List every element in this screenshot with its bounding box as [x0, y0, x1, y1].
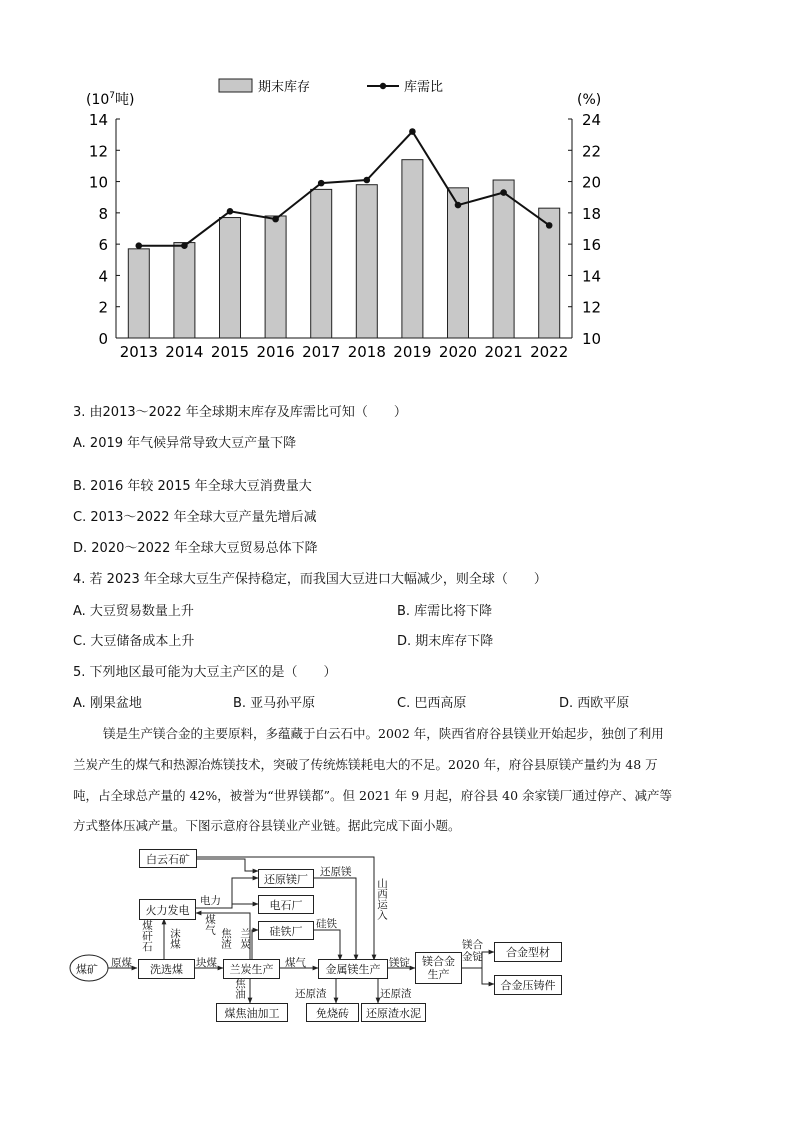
x-tick-label: 2013 — [119, 343, 158, 361]
y-left-tick-label: 14 — [88, 111, 108, 129]
tar-processing-box: 煤焦油加工 — [216, 1003, 288, 1022]
y-left-tick-label: 10 — [88, 173, 108, 192]
unfired-brick-box: 免烧砖 — [306, 1003, 359, 1022]
label-slack-coal: 沫煤 — [169, 928, 181, 949]
y-left-tick-label: 2 — [98, 298, 108, 317]
x-tick-label: 2020 — [438, 343, 478, 361]
passage-line-2: 兰炭产生的煤气和热源冶炼镁技术，突破了传统炼镁耗电大的不足。2020 年，府谷县原镁产量约为 48 万 — [73, 757, 658, 772]
y-right-tick-label: 24 — [582, 111, 602, 129]
y-right-tick-label: 22 — [582, 142, 602, 161]
label-tar: 焦油 — [234, 978, 246, 999]
q3-option-d: D. 2020～2022 年全球大豆贸易总体下降 — [73, 541, 318, 556]
x-tick-label: 2016 — [256, 343, 295, 361]
y-right-tick-label: 14 — [582, 267, 602, 286]
thermal-power-box: 火力发电 — [139, 899, 196, 920]
q5-option-b: B. 亚马孙平原 — [233, 696, 316, 711]
ferrosilicon-plant-box: 硅铁厂 — [258, 921, 314, 940]
coal-washing-box: 洗选煤 — [138, 959, 195, 979]
q4-option-b: B. 库需比将下降 — [397, 604, 493, 619]
y-left-tick-label: 8 — [98, 204, 108, 223]
label-ferrosilicon: 硅铁 — [316, 918, 337, 930]
q3-stem: 3. 由2013～2022 年全球期末库存及库需比可知（ ） — [73, 405, 407, 420]
label-gangue: 煤矸石 — [141, 920, 153, 952]
semi-coke-box: 兰炭生产 — [223, 959, 280, 979]
q3-option-a: A. 2019 年气候异常导致大豆产量下降 — [73, 436, 297, 451]
x-tick-label: 2018 — [347, 343, 386, 361]
mg-alloy-box — [415, 952, 462, 984]
label-mg-ingot: 镁锭 — [389, 957, 410, 969]
passage-line-3: 吨，占全球总产量的 42%，被誉为“世界镁都”。但 2021 年 9 月起，府谷县 40 余家镁厂通过停产、减产等 — [73, 788, 673, 803]
x-tick-label: 2015 — [210, 343, 250, 361]
label-coke-slag: 焦渣 — [220, 928, 232, 949]
x-tick-label: 2014 — [165, 343, 204, 361]
y-right-tick-label: 20 — [582, 173, 602, 192]
y-left-tick-label: 0 — [98, 330, 108, 348]
y-left-tick-label: 4 — [98, 267, 108, 286]
dolomite-box: 白云石矿 — [139, 849, 197, 868]
label-raw-coal: 原煤 — [111, 957, 132, 969]
passage-line-4: 方式整体压减产量。下图示意府谷县镁业产业链。据此完成下面小题。 — [73, 818, 461, 833]
label-reduced-mg: 还原镁 — [320, 866, 352, 878]
label-mg-alloy-ingot: 镁合金锭 — [462, 939, 483, 963]
y-right-tick-label: 18 — [582, 204, 602, 223]
x-tick-label: 2021 — [484, 343, 523, 361]
q4-option-c: C. 大豆储备成本上升 — [73, 634, 195, 649]
label-semi-coke: 兰炭 — [239, 928, 251, 949]
label-lump-coal: 块煤 — [196, 957, 217, 969]
label-slag-1: 还原渣 — [295, 988, 327, 1000]
alloy-casting-box: 合金压铸件 — [494, 975, 562, 995]
label-gas: 煤气 — [204, 914, 216, 935]
x-tick-label: 2022 — [530, 343, 569, 361]
x-tick-label: 2019 — [393, 343, 432, 361]
legend-line-label: 库需比 — [404, 80, 444, 95]
q5-option-d: D. 西欧平原 — [559, 696, 630, 711]
q5-option-a: A. 刚果盆地 — [73, 696, 142, 711]
legend-bar-label: 期末库存 — [258, 80, 311, 95]
coal-mine-label: 煤矿 — [76, 963, 98, 976]
label-electricity: 电力 — [200, 895, 221, 907]
y-right-tick-label: 10 — [582, 330, 602, 348]
mg-alloy-label: 镁合金生产 — [422, 955, 455, 981]
y-right-tick-label: 12 — [582, 298, 602, 317]
x-tick-label: 2017 — [302, 343, 341, 361]
q3-option-c: C. 2013～2022 年全球大豆产量先增后减 — [73, 510, 317, 525]
alloy-profile-box: 合金型材 — [494, 942, 562, 962]
q3-option-b: B. 2016 年较 2015 年全球大豆消费量大 — [73, 479, 312, 494]
y-left-tick-label: 6 — [98, 236, 108, 255]
y-right-tick-label: 16 — [582, 236, 602, 255]
passage-line-1: 镁是生产镁合金的主要原料，多蕴藏于白云石中。2002 年，陕西省府谷县镁业开始起步，独创了利用 — [103, 726, 664, 741]
q5-stem: 5. 下列地区最可能为大豆主产区的是（ ） — [73, 665, 337, 680]
q4-option-d: D. 期末库存下降 — [397, 634, 494, 649]
label-shanxi: 山西运入 — [376, 878, 388, 920]
label-gas-2: 煤气 — [285, 957, 306, 969]
metal-mg-box: 金属镁生产 — [318, 959, 388, 979]
q4-option-a: A. 大豆贸易数量上升 — [73, 604, 194, 619]
y-left-tick-label: 12 — [88, 142, 108, 161]
q5-option-c: C. 巴西高原 — [397, 696, 467, 711]
label-slag-2: 还原渣 — [380, 988, 412, 1000]
y-right-unit: (%) — [577, 92, 602, 108]
reduced-mg-plant-box: 还原镁厂 — [258, 869, 314, 888]
q4-stem: 4. 若 2023 年全球大豆生产保持稳定，而我国大豆进口大幅减少，则全球（ ） — [73, 572, 547, 587]
carbide-plant-box: 电石厂 — [258, 895, 314, 914]
slag-cement-box: 还原渣水泥 — [361, 1003, 426, 1022]
y-left-unit: ($10^7$吨) — [86, 91, 135, 108]
